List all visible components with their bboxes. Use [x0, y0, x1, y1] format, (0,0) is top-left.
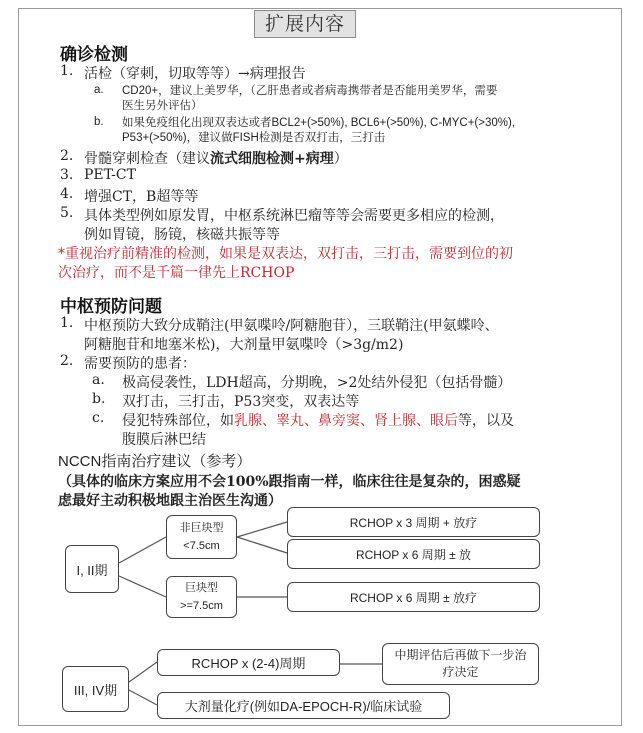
list-letter: c. — [92, 410, 105, 426]
list-item-special-sites-line2: 腹膜后淋巴结 — [122, 432, 206, 448]
non-bulky-box: 非巨块型 <7.5cm — [166, 515, 237, 559]
warning-note-line2: 次治疗，而不是千篇一律先上RCHOP — [58, 265, 295, 281]
list-number: 2. — [60, 353, 74, 369]
list-number: 1. — [60, 315, 74, 331]
list-number: 2. — [60, 148, 74, 164]
list-item-aggressive: 极高侵袭性，LDH超高，分期晚，>2处结外侵犯（包括骨髓） — [122, 375, 512, 391]
list-item-ihc-line2: P53+(>50%)，建议做FISH检测是否双打击，三打击 — [122, 132, 386, 144]
list-item-specific-line1: 具体类型例如原发胃，中枢系统淋巴瘤等等会需要更多相应的检测， — [84, 208, 504, 224]
regimen-rchop-2-4-box: RCHOP x (2-4)周期 — [157, 649, 340, 676]
list-item-double-hit: 双打击，三打击，P53突变，双表达等 — [122, 394, 360, 410]
list-letter: a. — [94, 84, 104, 96]
list-item-pet-ct: PET-CT — [84, 167, 136, 183]
stage-i-ii-box: I, II期 — [65, 545, 119, 593]
section-title-cns-prophylaxis: 中枢预防问题 — [60, 297, 162, 317]
list-letter: b. — [94, 116, 104, 128]
list-item-patients: 需要预防的患者： — [84, 356, 196, 372]
list-item-biopsy: 活检（穿刺，切取等等）→病理报告 — [84, 66, 306, 82]
list-item-special-sites: 侵犯特殊部位，如乳腺、睾丸、鼻旁窦、肾上腺、眼后等，以及 — [122, 413, 514, 429]
list-item-cd20-line1: CD20+，建议上美罗华，（乙肝患者或者病毒携带者是否能用美罗华，需要 — [122, 85, 498, 97]
list-item-prophylaxis-line1: 中枢预防大致分成鞘注(甲氨喋呤/阿糖胞苷），三联鞘注(甲氨蝶呤、 — [84, 318, 499, 334]
list-letter: a. — [92, 372, 105, 388]
regimen-rchop6-bulky-box: RCHOP x 6 周期 ± 放疗 — [287, 582, 540, 612]
list-item-cd20-line2: 医生另外评估） — [122, 100, 203, 112]
list-item-ct: 增强CT，B超等等 — [84, 189, 199, 205]
nccn-subtitle-line1: （具体的临床方案应用不会100%跟指南一样，临床往往是复杂的，困惑疑 — [58, 474, 521, 490]
warning-note-line1: *重视治疗前精准的检测，如果是双表达，双打击，三打击，需要到位的初 — [58, 246, 513, 262]
list-number: 4. — [60, 186, 74, 202]
stage-iii-iv-box: III, IV期 — [62, 666, 129, 712]
list-number: 3. — [60, 167, 74, 183]
regimen-rchop6-box: RCHOP x 6 周期 ± 放 — [287, 539, 540, 569]
nccn-subtitle-line2: 虑最好主动积极地跟主治医生沟通） — [58, 493, 282, 509]
section-title-nccn: NCCN指南治疗建议（参考） — [58, 453, 252, 470]
section-badge: 扩展内容 — [254, 10, 356, 38]
interim-evaluation-box: 中期评估后再做下一步治 疗决定 — [382, 643, 539, 685]
list-item-prophylaxis-line2: 阿糖胞苷和地塞米松)，大剂量甲氨喋呤（>3g/m2) — [84, 337, 404, 353]
list-number: 1. — [60, 63, 74, 79]
list-item-specific-line2: 例如胃镜，肠镜，核磁共振等等 — [84, 227, 280, 243]
section-title-diagnosis: 确诊检测 — [60, 45, 128, 65]
regimen-rchop3-box: RCHOP x 3 周期 + 放疗 — [287, 507, 540, 537]
list-item-ihc-line1: 如果免疫组化出现双表达或者BCL2+(>50%), BCL6+(>50%), C-MYC+(>30%), — [122, 117, 516, 129]
list-letter: b. — [92, 391, 106, 407]
high-dose-chemo-box: 大剂量化疗(例如DA-EPOCH-R)/临床试验 — [157, 692, 450, 719]
list-number: 5. — [60, 205, 74, 221]
bulky-box: 巨块型 >=7.5cm — [166, 576, 237, 618]
list-item-bone-marrow: 骨髓穿刺检查（建议流式细胞检测+病理） — [84, 151, 348, 167]
